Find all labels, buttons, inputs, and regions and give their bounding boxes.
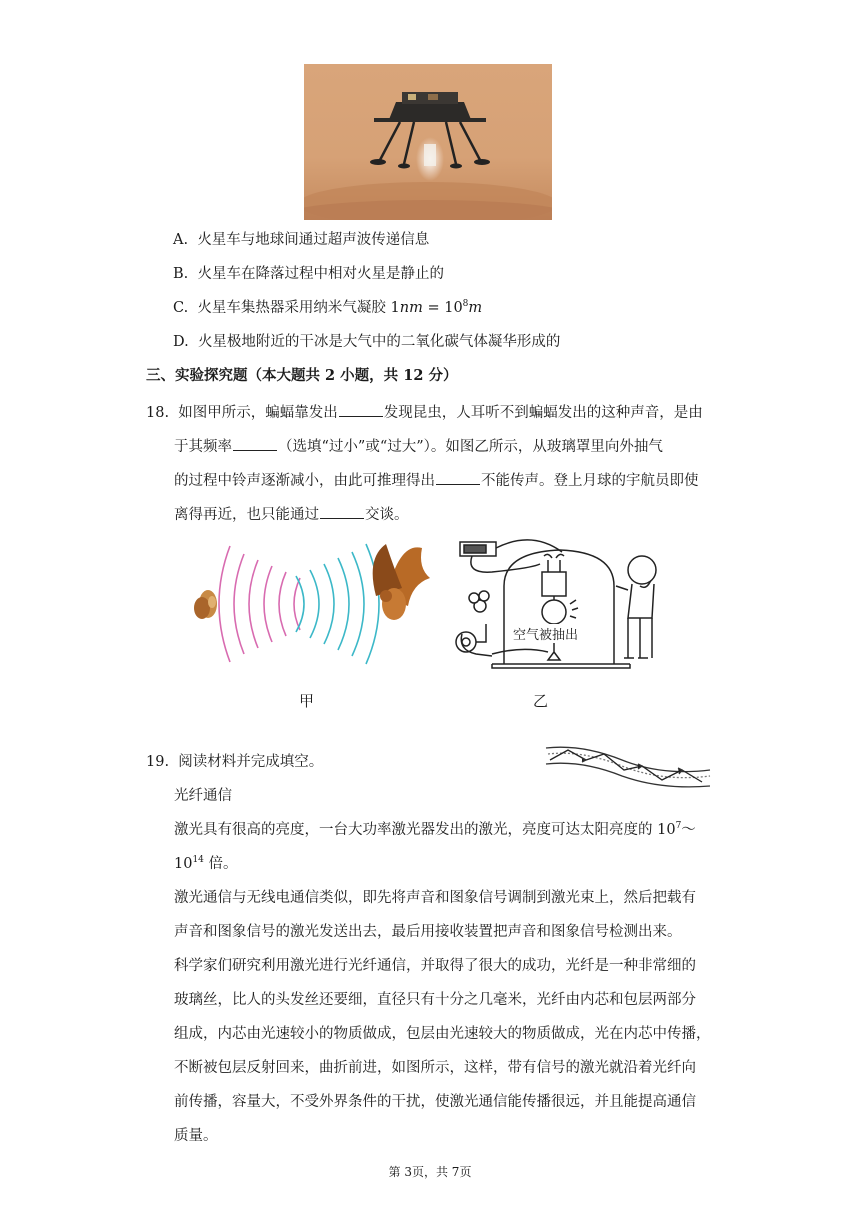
- optical-fiber-figure: [542, 736, 714, 790]
- option-text: 火星车集热器采用纳米气凝胶: [197, 300, 386, 316]
- option-letter: B.: [173, 266, 189, 282]
- paragraph-3-line-1: 科学家们研究利用激光进行光纤通信，并取得了很大的成功，光纤是一种非常细的: [174, 958, 696, 974]
- text-run: 交谈。: [365, 507, 409, 523]
- option-text: 火星车与地球间通过超声波传递信息: [197, 232, 430, 248]
- question-18-line-4: [174, 504, 409, 525]
- option-letter: D.: [173, 334, 189, 350]
- text-run: 10: [174, 856, 193, 872]
- text-run: 如图甲所示，蝙蝠靠发出: [178, 405, 338, 421]
- page-footer: 第 3页，共 7页: [388, 1165, 472, 1179]
- paragraph-1-line-2: [174, 854, 238, 874]
- article-title: 光纤通信: [174, 788, 232, 804]
- text-run: 的过程中铃声逐渐减小，由此可推理得出: [174, 473, 435, 489]
- question-number: 18.: [146, 405, 170, 421]
- answer-blank-2[interactable]: [233, 436, 277, 451]
- option-letter: A.: [173, 232, 189, 248]
- text-run: 倍。: [203, 856, 238, 872]
- answer-blank-1[interactable]: [339, 402, 383, 417]
- text-run: 激光具有很高的亮度，一台大功率激光器发出的激光，亮度可达太阳亮度的 10: [174, 822, 676, 838]
- answer-blank-4[interactable]: [320, 504, 364, 519]
- option-b: [173, 264, 444, 284]
- text-run: 不能传声。登上月球的宇航员即使: [481, 473, 699, 489]
- paragraph-3-line-4: 不断被包层反射回来，曲折前进，如图所示，这样，带有信号的激光就沿着光纤向: [174, 1060, 696, 1076]
- bell-jar-label: 空气被抽出: [513, 624, 578, 643]
- text-run: ～: [681, 822, 696, 838]
- figure-yi-caption: 乙: [533, 692, 549, 710]
- bat-icon: [373, 544, 430, 620]
- paragraph-1-line-1: [174, 820, 696, 840]
- section-heading: 三、实验探究题（本大题共 2 小题，共 12 分）: [146, 367, 458, 384]
- option-letter: C.: [173, 300, 189, 316]
- question-18-line-1: [146, 402, 703, 423]
- text-run: 发现昆虫，人耳听不到蝙蝠发出的这种声音，是由: [383, 405, 703, 421]
- question-19-line-1: [146, 752, 323, 772]
- paragraph-3-line-5: 前传播，容量大，不受外界条件的干扰，使激光通信能传播很远，并且能提高通信: [174, 1094, 696, 1110]
- question-18-line-2: [174, 436, 663, 457]
- exponent: 7: [675, 821, 682, 832]
- moth-icon: [194, 590, 217, 619]
- bell-jar-figure: [452, 534, 668, 670]
- paragraph-2-line-2: 声音和图象信号的激光发送出去，最后用接收装置把声音和图象信号检测出来。: [174, 924, 682, 940]
- option-d: [173, 332, 560, 352]
- text-run: 阅读材料并完成填空。: [178, 754, 324, 770]
- option-text: 火星极地附近的干冰是大气中的二氧化碳气体凝华形成的: [197, 334, 561, 350]
- paragraph-3-line-3: 组成，内芯由光速较小的物质做成，包层由光速较大的物质做成，光在内芯中传播，: [174, 1026, 711, 1042]
- figure-jia-caption: 甲: [299, 692, 315, 710]
- question-18-line-3: [174, 470, 699, 491]
- option-a: [173, 230, 429, 250]
- exponent: 14: [192, 855, 204, 866]
- paragraph-2-line-1: 激光通信与无线电通信类似，即先将声音和图象信号调制到激光束上，然后把载有: [174, 890, 696, 906]
- option-c: [173, 298, 482, 318]
- text-run: （选填“过小”或“过大”）。如图乙所示，从玻璃罩里向外抽气: [278, 439, 663, 455]
- paragraph-3-line-2: 玻璃丝，比人的头发丝还要细，直径只有十分之几毫米，光纤由内芯和包层两部分: [174, 992, 696, 1008]
- bat-echolocation-figure: [190, 538, 438, 670]
- answer-blank-3[interactable]: [436, 470, 480, 485]
- unit-equation: $1nm = 10^8m$: [390, 299, 483, 316]
- option-text: 火星车在降落过程中相对火星是静止的: [197, 266, 444, 282]
- question-number: 19.: [146, 754, 170, 770]
- text-run: 于其频率: [174, 439, 232, 455]
- text-run: 离得再近，也只能通过: [174, 507, 319, 523]
- mars-lander-photo: [304, 64, 552, 220]
- paragraph-3-line-6: 质量。: [174, 1128, 218, 1144]
